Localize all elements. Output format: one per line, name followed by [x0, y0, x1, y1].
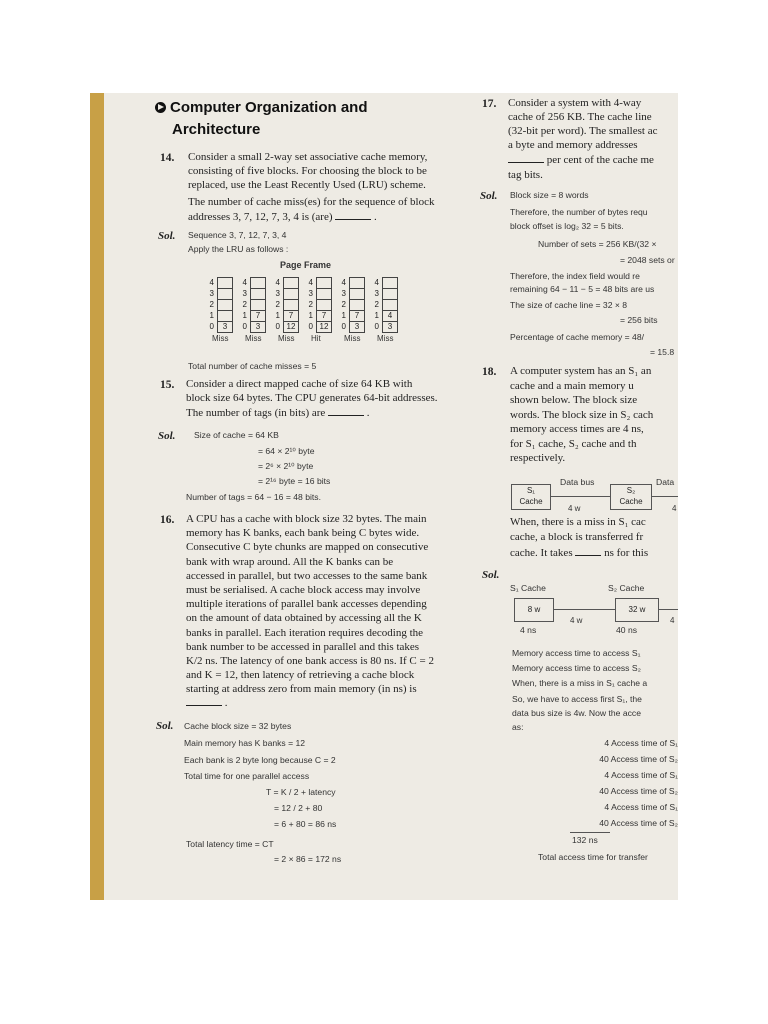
- solution-line: block offset is log₂ 32 = 5 bits.: [510, 221, 624, 231]
- question-text-line: Consider a small 2-way set associative cache memory,: [188, 151, 428, 163]
- s2-access-time: 40 ns: [616, 625, 638, 635]
- frame-cell: 3: [382, 321, 398, 333]
- answer-blank: [335, 211, 371, 220]
- solution-line: Cache block size = 32 bytes: [184, 721, 292, 731]
- question-text-line: bank number to be accessed in parallel and this takes: [186, 640, 420, 653]
- s1-cache-box: S₁ Cache: [511, 484, 551, 510]
- solution-line: Main memory has K banks = 12: [184, 738, 306, 748]
- question-text-line: addresses 3, 7, 12, 7, 3, 4 is (are): [188, 211, 333, 223]
- question-text-line: The number of cache miss(es) for the sequence of block: [188, 196, 435, 208]
- solution-line: data bus size is 4w. Now the acce: [512, 708, 641, 718]
- question-text-line: for S₁ cache, S₂ cache and th: [510, 437, 637, 450]
- solution-label: Sol.: [158, 230, 176, 242]
- frame-row-index: 1: [275, 311, 280, 320]
- bus-width-label: 4 w: [568, 504, 581, 513]
- solution-line: remaining 64 − 11 − 5 = 48 bits are us: [510, 284, 655, 294]
- solution-line: = 2 × 86 = 172 ns: [274, 854, 342, 864]
- calc-label: Total access time for transfer: [538, 852, 648, 862]
- question-text-line: replaced, use the Least Recently Used (LRU) scheme.: [188, 179, 426, 191]
- solution-line: = 2¹⁶ byte = 16 bits: [258, 476, 331, 486]
- frame-row-index: 3: [308, 289, 313, 298]
- s2-cache-box: 32 w: [615, 598, 659, 622]
- frame-row-index: 4: [308, 278, 313, 287]
- frame-row-index: 2: [209, 300, 214, 309]
- s2-cache-box: S₂ Cache: [610, 484, 652, 510]
- question-text-line: When, there is a miss in S₁ cac: [510, 516, 646, 528]
- solution-line: = 64 × 2¹⁰ byte: [258, 446, 315, 456]
- frame-row-index: 4: [209, 278, 214, 287]
- frame-row-index: 2: [341, 300, 346, 309]
- solution-line: Memory access time to access S₁: [512, 648, 641, 658]
- question-number: 16.: [160, 514, 175, 526]
- page-frame-column: [241, 277, 267, 343]
- book-page: Computer Organization and Architecture 14. Consider a small 2-way set associative cache memory, consisting of five blocks. For choosing the block to be replaced, use the Least Recently Used (LRU) scheme. The number of cache miss(es) for the sequence of block addresses 3, 7, 12, 7, 3, 4 is (are) . Sol. Sequence 3, 7, 12, 7, 3, 4 Apply the LRU as follows : Page Frame 4 3 2 1 0 3 Miss 4 3 2 1 7 0 3 Miss 4 3 2 1 7 0 12 Miss 4 3 2 1 7 0 12 Hit 4 3 2 1 7 0 3 Miss 4 3 2 1 4 0 3 Miss Total number of cache misses = 5 15. Consider a direct mapped cache of size 64 KB with block size 64 bytes. The CPU generates 64-bit addresses. The number of tags (in bits) are . Sol. Size of cache = 64 KB = 64 × 2¹⁰ byte = 2⁶ × 2¹⁰ byte = 2¹⁶ byte = 16 bits Number of tags = 64 − 16 = 48 bits. 16. A CPU has a cache with block size 32 bytes. The main memory has K banks, each bank being C bytes wide. Consecutive C byte chunks are mapped on consecutive bank with wrap around. All the K banks can be accessed in parallel, but two accesses to the same bank must be serialised. A cache block access may involve multiple iterations of parallel bank accesses depending on the amount of data obtained by accessing all the K banks in parallel. Each iteration requires decoding the bank number to be accessed in parallel and this takes K/2 ns. The latency of one bank access is 80 ns. If C = 2 and K = 12, then latency of retrieving a cache block starting at address zero from main memory (in ns) is . Sol. Cache block size = 32 bytes Main memory has K banks = 12 Each bank is 2 byte long because C = 2 Total time for one parallel access T = K / 2 + latency = 12 / 2 + 80 = 6 + 80 = 86 ns Total latency time = CT = 2 × 86 = 172 ns 17. Consider a system with 4-way cache of 256 KB. The cache line (32-bit per word). The smallest ac a byte and memory addresses per cent of the cache me tag bits. Sol. Block size = 8 words Therefore, the number of bytes requ block offset is log₂ 32 = 5 bits. Number of sets = 256 KB/(32 × = 2048 sets or Therefore, the index field would re remaining 64 − 11 − 5 = 48 bits are us The size of cache line = 32 × 8 = 256 bits Percentage of cache memory = 48/ = 15.8 18. A computer system has an S₁ an cache and a main memory u shown below. The block size words. The block size in S₂ cach memory access times are 4 ns, for S₁ cache, S₂ cache and th respectively. S₁ Cache Data bus 4 w S₂ Cache Data 4 When, there is a miss in S₁ cac cache, a block is transferred fr cache. It takes ns for this Sol. S₁ Cache S₂ Cache 8 w 4 w 32 w 4 4 ns 40 ns Memory access time to access S₁ Memory access time to access S₂ When, there is a miss in S₁ cache a So, we have to access first S₁, the data bus size is 4w. Now the acce as: 4 Access time of S₁ 40 Access time of S₂ 4 Access time of S₁ 40 Access time of S₂ 4 Access time of S₁ 40 Access time of S₂ 132 ns Total access time for transfer: [90, 93, 678, 900]
- question-text-line: The number of tags (in bits) are: [186, 407, 326, 419]
- frame-row-index: 2: [242, 300, 247, 309]
- total-misses: Total number of cache misses = 5: [188, 361, 317, 371]
- solution-line: So, we have to access first S₁, the: [512, 694, 642, 704]
- question-text-line: Consider a system with 4-way: [508, 97, 642, 109]
- sum-rule: [570, 832, 610, 833]
- frame-row-index: 0: [242, 322, 247, 331]
- frame-result-label: Hit: [311, 334, 321, 343]
- frame-cell: 3: [349, 321, 365, 333]
- question-text-line: banks in parallel. Each iteration requires decoding the: [186, 626, 424, 639]
- question-text-line: a byte and memory addresses: [508, 139, 638, 151]
- bus-width-label: 4 w: [570, 616, 583, 625]
- question-text-line: A computer system has an S₁ an: [510, 365, 652, 377]
- solution-line: Total time for one parallel access: [184, 771, 310, 781]
- question-text-line: cache and a main memory u: [510, 379, 634, 392]
- page-frame-column: [373, 277, 399, 343]
- answer-blank: [186, 697, 222, 706]
- question-number: 15.: [160, 379, 175, 391]
- solution-line: Therefore, the index field would re: [510, 271, 640, 281]
- question-text-line: tag bits.: [508, 169, 543, 181]
- data-bus-line: [550, 496, 610, 497]
- page-frame-title: Page Frame: [280, 260, 332, 270]
- solution-line: Percentage of cache memory = 48/: [510, 332, 644, 342]
- question-text-line: shown below. The block size: [510, 394, 638, 406]
- solution-line: Therefore, the number of bytes requ: [510, 207, 648, 217]
- question-text-line: block size 64 bytes. The CPU generates 64-bit addresses.: [186, 392, 438, 404]
- frame-row-index: 4: [341, 278, 346, 287]
- frame-row-index: 4: [242, 278, 247, 287]
- frame-row-index: 1: [209, 311, 214, 320]
- question-text-line: memory access times are 4 ns,: [510, 423, 644, 435]
- frame-result-label: Miss: [245, 334, 262, 343]
- solution-label: Sol.: [482, 569, 500, 581]
- solution-line: Block size = 8 words: [510, 190, 589, 200]
- page-frame-column: [274, 277, 300, 343]
- solution-line: Number of tags = 64 − 16 = 48 bits.: [186, 492, 321, 502]
- solution-line: Apply the LRU as follows :: [188, 244, 289, 254]
- solution-line: = 2048 sets or: [620, 255, 675, 265]
- question-text-line: bank with wrap around. All the K banks can be: [186, 555, 394, 568]
- frame-cell: 7: [349, 310, 365, 322]
- solution-label: Sol.: [156, 720, 174, 732]
- solution-line: Size of cache = 64 KB: [194, 430, 279, 440]
- solution-line: Memory access time to access S₂: [512, 663, 641, 673]
- question-text-line: cache, a block is transferred fr: [510, 531, 644, 543]
- play-bullet-icon: [155, 102, 166, 113]
- frame-cell: 3: [250, 321, 266, 333]
- frame-row-index: 0: [374, 322, 379, 331]
- frame-row-index: 4: [275, 278, 280, 287]
- question-text-line: Consecutive C byte chunks are mapped on consecutive: [186, 541, 429, 554]
- frame-cell: 7: [250, 310, 266, 322]
- frame-row-index: 1: [242, 311, 247, 320]
- frame-row-index: 4: [374, 278, 379, 287]
- solution-line: Total latency time = CT: [186, 839, 274, 849]
- question-text-line: cache. It takes: [510, 547, 573, 559]
- frame-cell: 4: [382, 310, 398, 322]
- calc-total: 132 ns: [572, 835, 598, 845]
- frame-row-index: 0: [341, 322, 346, 331]
- question-text-line: consisting of five blocks. For choosing the block to be: [188, 165, 427, 177]
- page-frame-column: [307, 277, 333, 343]
- solution-line: = 256 bits: [620, 315, 658, 325]
- question-text-line: multiple iterations of parallel bank accesses depending: [186, 598, 427, 611]
- frame-cell: 12: [283, 321, 299, 333]
- solution-label: Sol.: [480, 190, 498, 202]
- frame-row-index: 2: [308, 300, 313, 309]
- question-text-line: accessed in parallel, but two accesses to the same bank: [186, 569, 428, 582]
- s2-cache-label: S₂ Cache: [608, 583, 645, 593]
- calc-row: 40 Access time of S₂: [599, 754, 678, 764]
- bus-width-label-2: 4: [672, 504, 677, 513]
- answer-blank: [575, 547, 601, 556]
- frame-result-label: Miss: [212, 334, 229, 343]
- question-text-line: words. The block size in S₂ cach: [510, 408, 654, 421]
- frame-result-label: Miss: [344, 334, 361, 343]
- question-text-line: memory has K banks, each bank being C bytes wide.: [186, 527, 420, 540]
- question-text-line: ns for this: [604, 547, 649, 559]
- bus-line: [553, 609, 615, 610]
- question-text-line: A CPU has a cache with block size 32 bytes. The main: [186, 513, 427, 525]
- answer-blank: [328, 407, 364, 416]
- section-title: [155, 97, 368, 141]
- frame-row-index: 3: [209, 289, 214, 298]
- question-text-line: Consider a direct mapped cache of size 64 KB with: [186, 378, 413, 390]
- question-text-line: per cent of the cache me: [546, 154, 654, 166]
- calc-row: 4 Access time of S₁: [604, 770, 678, 780]
- s1-cache-label: S₁ Cache: [510, 583, 546, 593]
- frame-cell: 3: [217, 321, 233, 333]
- question-text-line: respectively.: [510, 452, 566, 464]
- frame-result-label: Miss: [377, 334, 394, 343]
- calc-row: 4 Access time of S₁: [604, 738, 678, 748]
- question-text-line: and K = 12, then latency of retrieving a cache block: [186, 669, 415, 682]
- question-text-line: cache of 256 KB. The cache line: [508, 111, 652, 123]
- solution-line: as:: [512, 722, 524, 732]
- calc-row: 4 Access time of S₁: [604, 802, 678, 812]
- data-bus-label: Data bus: [560, 477, 595, 487]
- frame-cell: 12: [316, 321, 332, 333]
- frame-row-index: 0: [308, 322, 313, 331]
- s1-cache-box: 8 w: [514, 598, 554, 622]
- solution-line: = 15.8: [650, 347, 675, 357]
- answer-blank: [508, 154, 544, 163]
- calc-row: 40 Access time of S₂: [599, 818, 678, 828]
- question-text-line: (32-bit per word). The smallest ac: [508, 125, 658, 137]
- solution-line: T = K / 2 + latency: [266, 787, 336, 797]
- question-number: 14.: [160, 152, 175, 164]
- question-text-line: must be serialised. A cache block access may involve: [186, 584, 421, 596]
- solution-line: Each bank is 2 byte long because C = 2: [184, 755, 336, 765]
- solution-line: Sequence 3, 7, 12, 7, 3, 4: [188, 230, 287, 240]
- frame-row-index: 2: [374, 300, 379, 309]
- question-number: 17.: [482, 98, 497, 110]
- page-frame-column: [340, 277, 366, 343]
- solution-line: = 12 / 2 + 80: [274, 803, 323, 813]
- s1-access-time: 4 ns: [520, 625, 537, 635]
- solution-line: The size of cache line = 32 × 8: [510, 300, 628, 310]
- solution-line: Number of sets = 256 KB/(32 ×: [538, 239, 657, 249]
- frame-row-index: 3: [341, 289, 346, 298]
- frame-row-index: 3: [374, 289, 379, 298]
- question-text-line: on the amount of data obtained by accessing all the K: [186, 612, 422, 625]
- solution-line: = 2⁶ × 2¹⁰ byte: [258, 461, 314, 471]
- page-spine-edge: [90, 93, 104, 900]
- section-title-line1: Computer Organization and: [170, 99, 368, 116]
- solution-line: = 6 + 80 = 86 ns: [274, 819, 337, 829]
- frame-row-index: 2: [275, 300, 280, 309]
- frame-row-index: 0: [209, 322, 214, 331]
- data-bus-label-2: Data: [656, 477, 675, 487]
- solution-label: Sol.: [158, 430, 176, 442]
- frame-row-index: 1: [341, 311, 346, 320]
- question-number: 18.: [482, 366, 497, 378]
- data-bus-line-2: [651, 496, 678, 497]
- question-text-line: K/2 ns. The latency of one bank access is 80 ns. If C = 2: [186, 655, 434, 667]
- page-frame-column: [208, 277, 234, 343]
- bus-width-label-2: 4: [670, 616, 675, 625]
- frame-row-index: 0: [275, 322, 280, 331]
- solution-line: When, there is a miss in S₁ cache a: [512, 678, 648, 688]
- frame-row-index: 3: [275, 289, 280, 298]
- question-text-line: starting at address zero from main memory (in ns) is: [186, 683, 417, 696]
- frame-row-index: 1: [374, 311, 379, 320]
- frame-cell: 7: [316, 310, 332, 322]
- frame-result-label: Miss: [278, 334, 295, 343]
- frame-row-index: 3: [242, 289, 247, 298]
- frame-row-index: 1: [308, 311, 313, 320]
- frame-cell: 7: [283, 310, 299, 322]
- section-title-line2: Architecture: [172, 121, 261, 138]
- calc-row: 40 Access time of S₂: [599, 786, 678, 796]
- bus-line-2: [658, 609, 678, 610]
